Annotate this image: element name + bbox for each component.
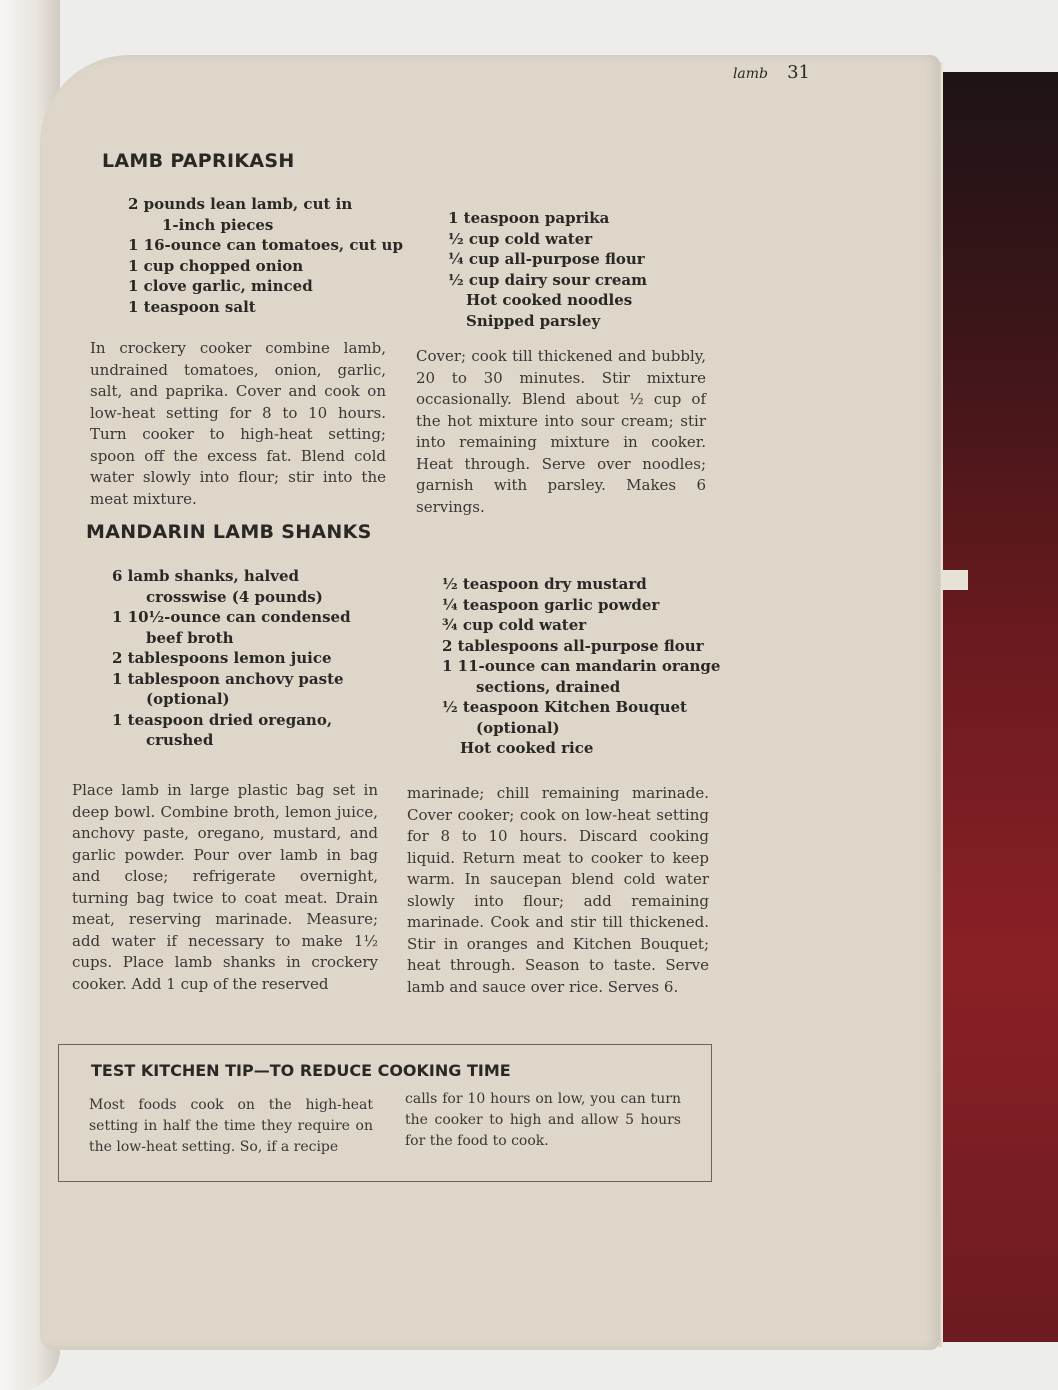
ingredient-item: ½ cup dairy sour cream bbox=[448, 270, 648, 289]
ingredient-line: ¾ cup cold water bbox=[442, 616, 587, 634]
ingredient-item: ¼ cup all-purpose flour bbox=[448, 250, 645, 268]
ingredient-line: 1 11-ounce can mandarin orange bbox=[442, 657, 721, 675]
ingredient-line: 6 lamb shanks, halved bbox=[112, 567, 299, 585]
ingredient-item bbox=[112, 710, 412, 751]
recipe1-directions-right: Cover; cook till thickened and bubbly, 20 to 30 minutes. Stir mixture occasionally. Blend about ½ cup of the hot mixture into sour cream; stir into remaining mixture in cooker. Heat through. Serve over noodles; garnish with parsley. Makes 6 servings. bbox=[416, 347, 706, 516]
recipe1-directions-left: In crockery cooker combine lamb, undrained tomatoes, onion, garlic, salt, and paprika. Cover and cook on low-heat setting for 8 to 10 hours. Turn cooker to high-heat setting; spoon off the excess fat. Blend cold water slowly into flour; stir into the meat mixture. bbox=[90, 339, 386, 508]
ingredient-item bbox=[128, 194, 418, 235]
ingredient-continuation: (optional) bbox=[146, 690, 230, 708]
ingredient-item bbox=[112, 607, 412, 648]
test-kitchen-tip-box bbox=[58, 1044, 712, 1182]
ingredient-continuation: (optional) bbox=[476, 718, 560, 737]
recipe2-ingredients-left bbox=[112, 566, 412, 751]
ingredient-line: Hot cooked rice bbox=[460, 739, 594, 757]
ingredient-continuation: sections, drained bbox=[476, 677, 621, 696]
ingredient-item bbox=[112, 648, 412, 669]
ingredient-item bbox=[128, 276, 418, 297]
ingredient-line: 1 teaspoon salt bbox=[128, 297, 256, 316]
recipe2-directions-right: marinade; chill remaining marinade. Cover cooker; cook on low-heat setting for 8 to 10 hours. Discard cooking liquid. Return meat to cooker to keep warm. In saucepan blend cold water slowly into flour; add remaining marinade. Cook and stir till thickened. Stir in oranges and Kitchen Bouquet; heat through. Season to taste. Serve lamb and sauce over rice. Serves 6. bbox=[407, 784, 709, 996]
recipe2-directions-left: Place lamb in large plastic bag set in deep bowl. Combine broth, lemon juice, anchovy paste, oregano, mustard, and garlic powder. Pour over lamb in bag and close; refrigerate overnight, turning bag twice to coat meat. Drain meat, reserving marinade. Measure; add water if necessary to make 1½ cups. Place lamb shanks in crockery cooker. Add 1 cup of the reserved bbox=[72, 781, 378, 993]
ingredient-item bbox=[112, 669, 412, 710]
ingredient-continuation: crushed bbox=[146, 731, 214, 749]
ingredient-line: 1 cup chopped onion bbox=[128, 256, 304, 275]
ingredient-item: 1 teaspoon paprika bbox=[448, 209, 610, 227]
ingredient-item: Snipped parsley bbox=[466, 311, 601, 330]
ingredient-line: 1 10½-ounce can condensed bbox=[112, 608, 351, 626]
page-number: 31 bbox=[787, 62, 810, 83]
ingredient-item bbox=[442, 656, 722, 697]
ingredient-line: 1 clove garlic, minced bbox=[128, 277, 313, 295]
ingredient-item bbox=[442, 697, 722, 738]
tip-title: TEST KITCHEN TIP—TO REDUCE COOKING TIME bbox=[91, 1061, 511, 1080]
page-header bbox=[700, 62, 810, 83]
section-label: lamb bbox=[732, 66, 768, 82]
ingredient-item bbox=[112, 566, 412, 607]
ingredient-item bbox=[442, 636, 722, 657]
ingredient-item bbox=[442, 738, 722, 759]
ingredient-line: 2 tablespoons all-purpose flour bbox=[442, 636, 704, 655]
ingredient-item bbox=[442, 574, 722, 595]
ingredient-item: ½ cup cold water bbox=[448, 229, 593, 248]
ingredient-line: 2 tablespoons lemon juice bbox=[112, 649, 332, 667]
ingredient-continuation: beef broth bbox=[146, 628, 234, 647]
recipe-title-lamb-paprikash: LAMB PAPRIKASH bbox=[102, 150, 295, 172]
ingredient-item bbox=[128, 235, 418, 256]
tip-text-right: calls for 10 hours on low, you can turn the cooker to high and allow 5 hours for the food to cook. bbox=[405, 1091, 681, 1149]
ingredient-item bbox=[442, 595, 722, 616]
recipe2-ingredients-right bbox=[442, 574, 722, 759]
ingredient-line: 1 tablespoon anchovy paste bbox=[112, 669, 344, 688]
tip-text-left: Most foods cook on the high-heat setting in half the time they require on the low-heat setting. So, if a recipe bbox=[89, 1097, 373, 1155]
ingredient-line: ½ teaspoon dry mustard bbox=[442, 575, 647, 593]
ingredient-line: ¼ teaspoon garlic powder bbox=[442, 595, 660, 614]
ingredient-line: 1 16-ounce can tomatoes, cut up bbox=[128, 236, 403, 254]
ingredient-line: 2 pounds lean lamb, cut in bbox=[128, 195, 353, 213]
recipe-title-mandarin-lamb-shanks: MANDARIN LAMB SHANKS bbox=[86, 521, 372, 543]
ingredient-item bbox=[128, 256, 418, 277]
recipe1-ingredients-left bbox=[128, 194, 418, 317]
recipe1-ingredients-right bbox=[448, 208, 708, 331]
ingredient-item: Hot cooked noodles bbox=[466, 291, 633, 309]
ingredient-continuation: crosswise (4 pounds) bbox=[146, 587, 323, 606]
ingredient-item bbox=[442, 615, 722, 636]
ingredient-item bbox=[128, 297, 418, 318]
ingredient-line: 1 teaspoon dried oregano, bbox=[112, 710, 333, 729]
ingredient-line: ½ teaspoon Kitchen Bouquet bbox=[442, 698, 687, 716]
ingredient-continuation: 1-inch pieces bbox=[162, 215, 274, 234]
